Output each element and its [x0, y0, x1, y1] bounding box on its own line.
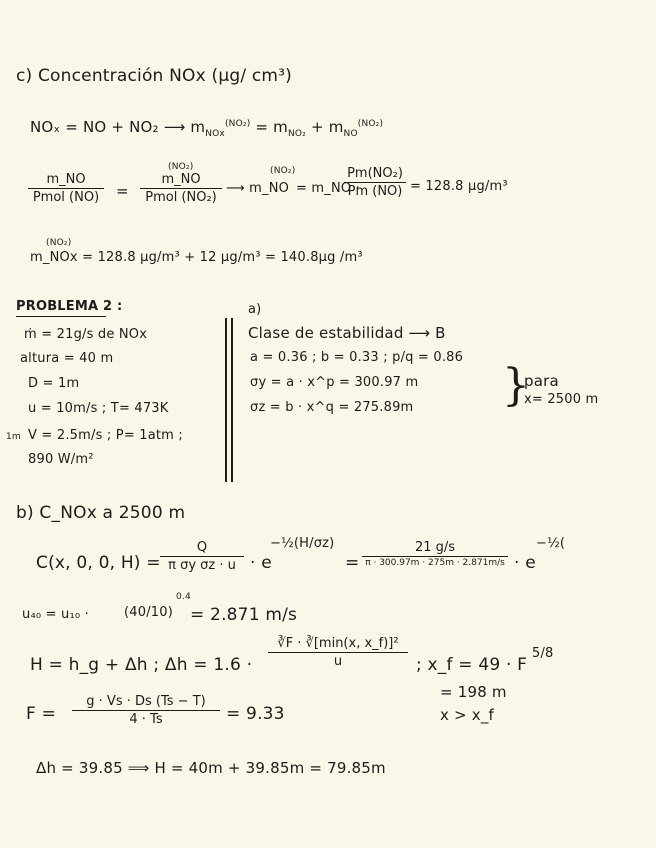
eq-c-f2-num: 21 g/s — [414, 540, 456, 555]
eq3-sup: (NO₂) — [46, 238, 72, 248]
u40-exp: 0.4 — [176, 592, 191, 602]
eq2-equals: = — [116, 182, 129, 200]
u40-lhs: u₄₀ = u₁₀ · — [22, 607, 89, 622]
eq2-f2-sup: (NO₂) — [168, 162, 194, 172]
eq-c-frac2 — [362, 540, 508, 568]
eq1-text: NOₓ = NO + NO₂ ⟶ m — [30, 118, 206, 136]
part-a-label: a) — [248, 302, 262, 317]
prob-item-exit: V = 2.5m/s ; P= 1atm ; — [28, 428, 183, 443]
frac-mno-no2 — [140, 172, 222, 205]
eq-c-f1-den: π σy σz · u — [168, 558, 236, 573]
part-b-title: b) C_NOx a 2500 m — [16, 503, 186, 523]
xf-val: = 198 m — [440, 683, 507, 701]
eq-c-equals: = — [345, 553, 360, 573]
prob-item-radiation: 890 W/m² — [28, 452, 94, 467]
f-num: g · Vs · Ds (Ts − T) — [86, 694, 206, 709]
prob-item-flow: ṁ = 21g/s de NOx — [24, 327, 148, 342]
eq1-plus-sub: NO — [343, 129, 358, 139]
eq-c-exp-base: · e — [250, 553, 272, 573]
frac1-den: Pmol (NO) — [32, 190, 100, 205]
divider-right — [231, 318, 233, 482]
margin-note: 1m — [6, 432, 21, 442]
eq3: m_NOx = 128.8 µg/m³ + 12 µg/m³ = 140.8µg /m³ — [30, 250, 363, 265]
prob-item-height: altura = 40 m — [20, 351, 114, 366]
section-c-title: c) Concentración NOx (µg/ cm³) — [16, 66, 293, 86]
eq-c-tail-exp: −½( — [536, 536, 566, 551]
frac2-den: Pmol (NO₂) — [145, 190, 217, 205]
prob-item-speed: u = 10m/s ; T= 473K — [28, 401, 169, 416]
eq1-rhs: = m — [255, 118, 288, 136]
dh-line: Δh = 39.85 ⟹ H = 40m + 39.85m = 79.85m — [36, 759, 386, 777]
prob-item-diameter: D = 1m — [28, 376, 80, 391]
f-frac — [72, 694, 220, 727]
eq1-plus: + m — [310, 118, 344, 136]
frac1-num: m_NO — [46, 172, 86, 187]
heading-underline — [16, 316, 106, 317]
u40-rhs: = 2.871 m/s — [190, 605, 298, 625]
eq1-plus-sup: (NO₂) — [357, 119, 384, 129]
f-lhs: F = — [26, 704, 57, 724]
part-a-line1: Clase de estabilidad ⟶ B — [248, 324, 446, 342]
eq2-result: = 128.8 µg/m³ — [410, 179, 508, 194]
h-lhs: H = h_g + Δh ; Δh = 1.6 · — [30, 655, 253, 675]
eq2-arrow-sup: (NO₂) — [270, 166, 296, 176]
divider-left — [225, 318, 227, 482]
eq2-arrow: ⟶ m_NO — [226, 181, 290, 196]
eq-c-exp: −½(H/σz) — [270, 536, 335, 551]
xf-eq: ; x_f = 49 · F — [416, 655, 528, 675]
eq-c-tail: · e — [514, 553, 536, 573]
brace-label-para: para — [524, 372, 559, 390]
u40-paren: (40/10) — [124, 605, 174, 620]
frac-mno-pmol — [28, 172, 104, 205]
brace-label-x: x= 2500 m — [524, 392, 599, 407]
eq-c-f2-den: π · 300.97m · 275m · 2.871m/s — [365, 558, 505, 568]
frac3-num: Pm(NO₂) — [347, 166, 403, 181]
part-a-line3: σy = a · x^p = 300.97 m — [250, 375, 419, 390]
eq1-sub: NOx — [205, 129, 225, 139]
frac-pm — [344, 166, 406, 199]
problema2-heading: PROBLEMA 2 : — [16, 299, 123, 314]
eq-c-lhs: C(x, 0, 0, H) = — [36, 553, 161, 573]
eq1-rhs-sub: NO₂ — [287, 129, 306, 139]
eq2-mid: = m_NO · — [296, 181, 361, 196]
f-den: 4 · Ts — [129, 712, 163, 727]
right-brace: } — [502, 360, 530, 411]
xf-exp: 5/8 — [532, 646, 554, 661]
h-frac-den: u — [333, 654, 343, 669]
f-rhs: = 9.33 — [226, 704, 285, 724]
eq-nox-sum — [30, 118, 383, 139]
eq-c-f1-num: Q — [196, 540, 208, 555]
frac3-den: Pm (NO) — [347, 184, 403, 199]
xf-cmp: x > x_f — [440, 706, 495, 724]
frac2-num: m_NO — [161, 172, 201, 187]
eq1-sup: (NO₂) — [224, 119, 251, 129]
part-a-line2: a = 0.36 ; b = 0.33 ; p/q = 0.86 — [250, 350, 464, 365]
eq-c-frac1 — [160, 540, 244, 573]
h-frac-num: ∛F · ∛[min(x, x_f)]² — [277, 636, 399, 651]
h-frac — [268, 636, 408, 669]
part-a-line4: σz = b · x^q = 275.89m — [250, 400, 414, 415]
